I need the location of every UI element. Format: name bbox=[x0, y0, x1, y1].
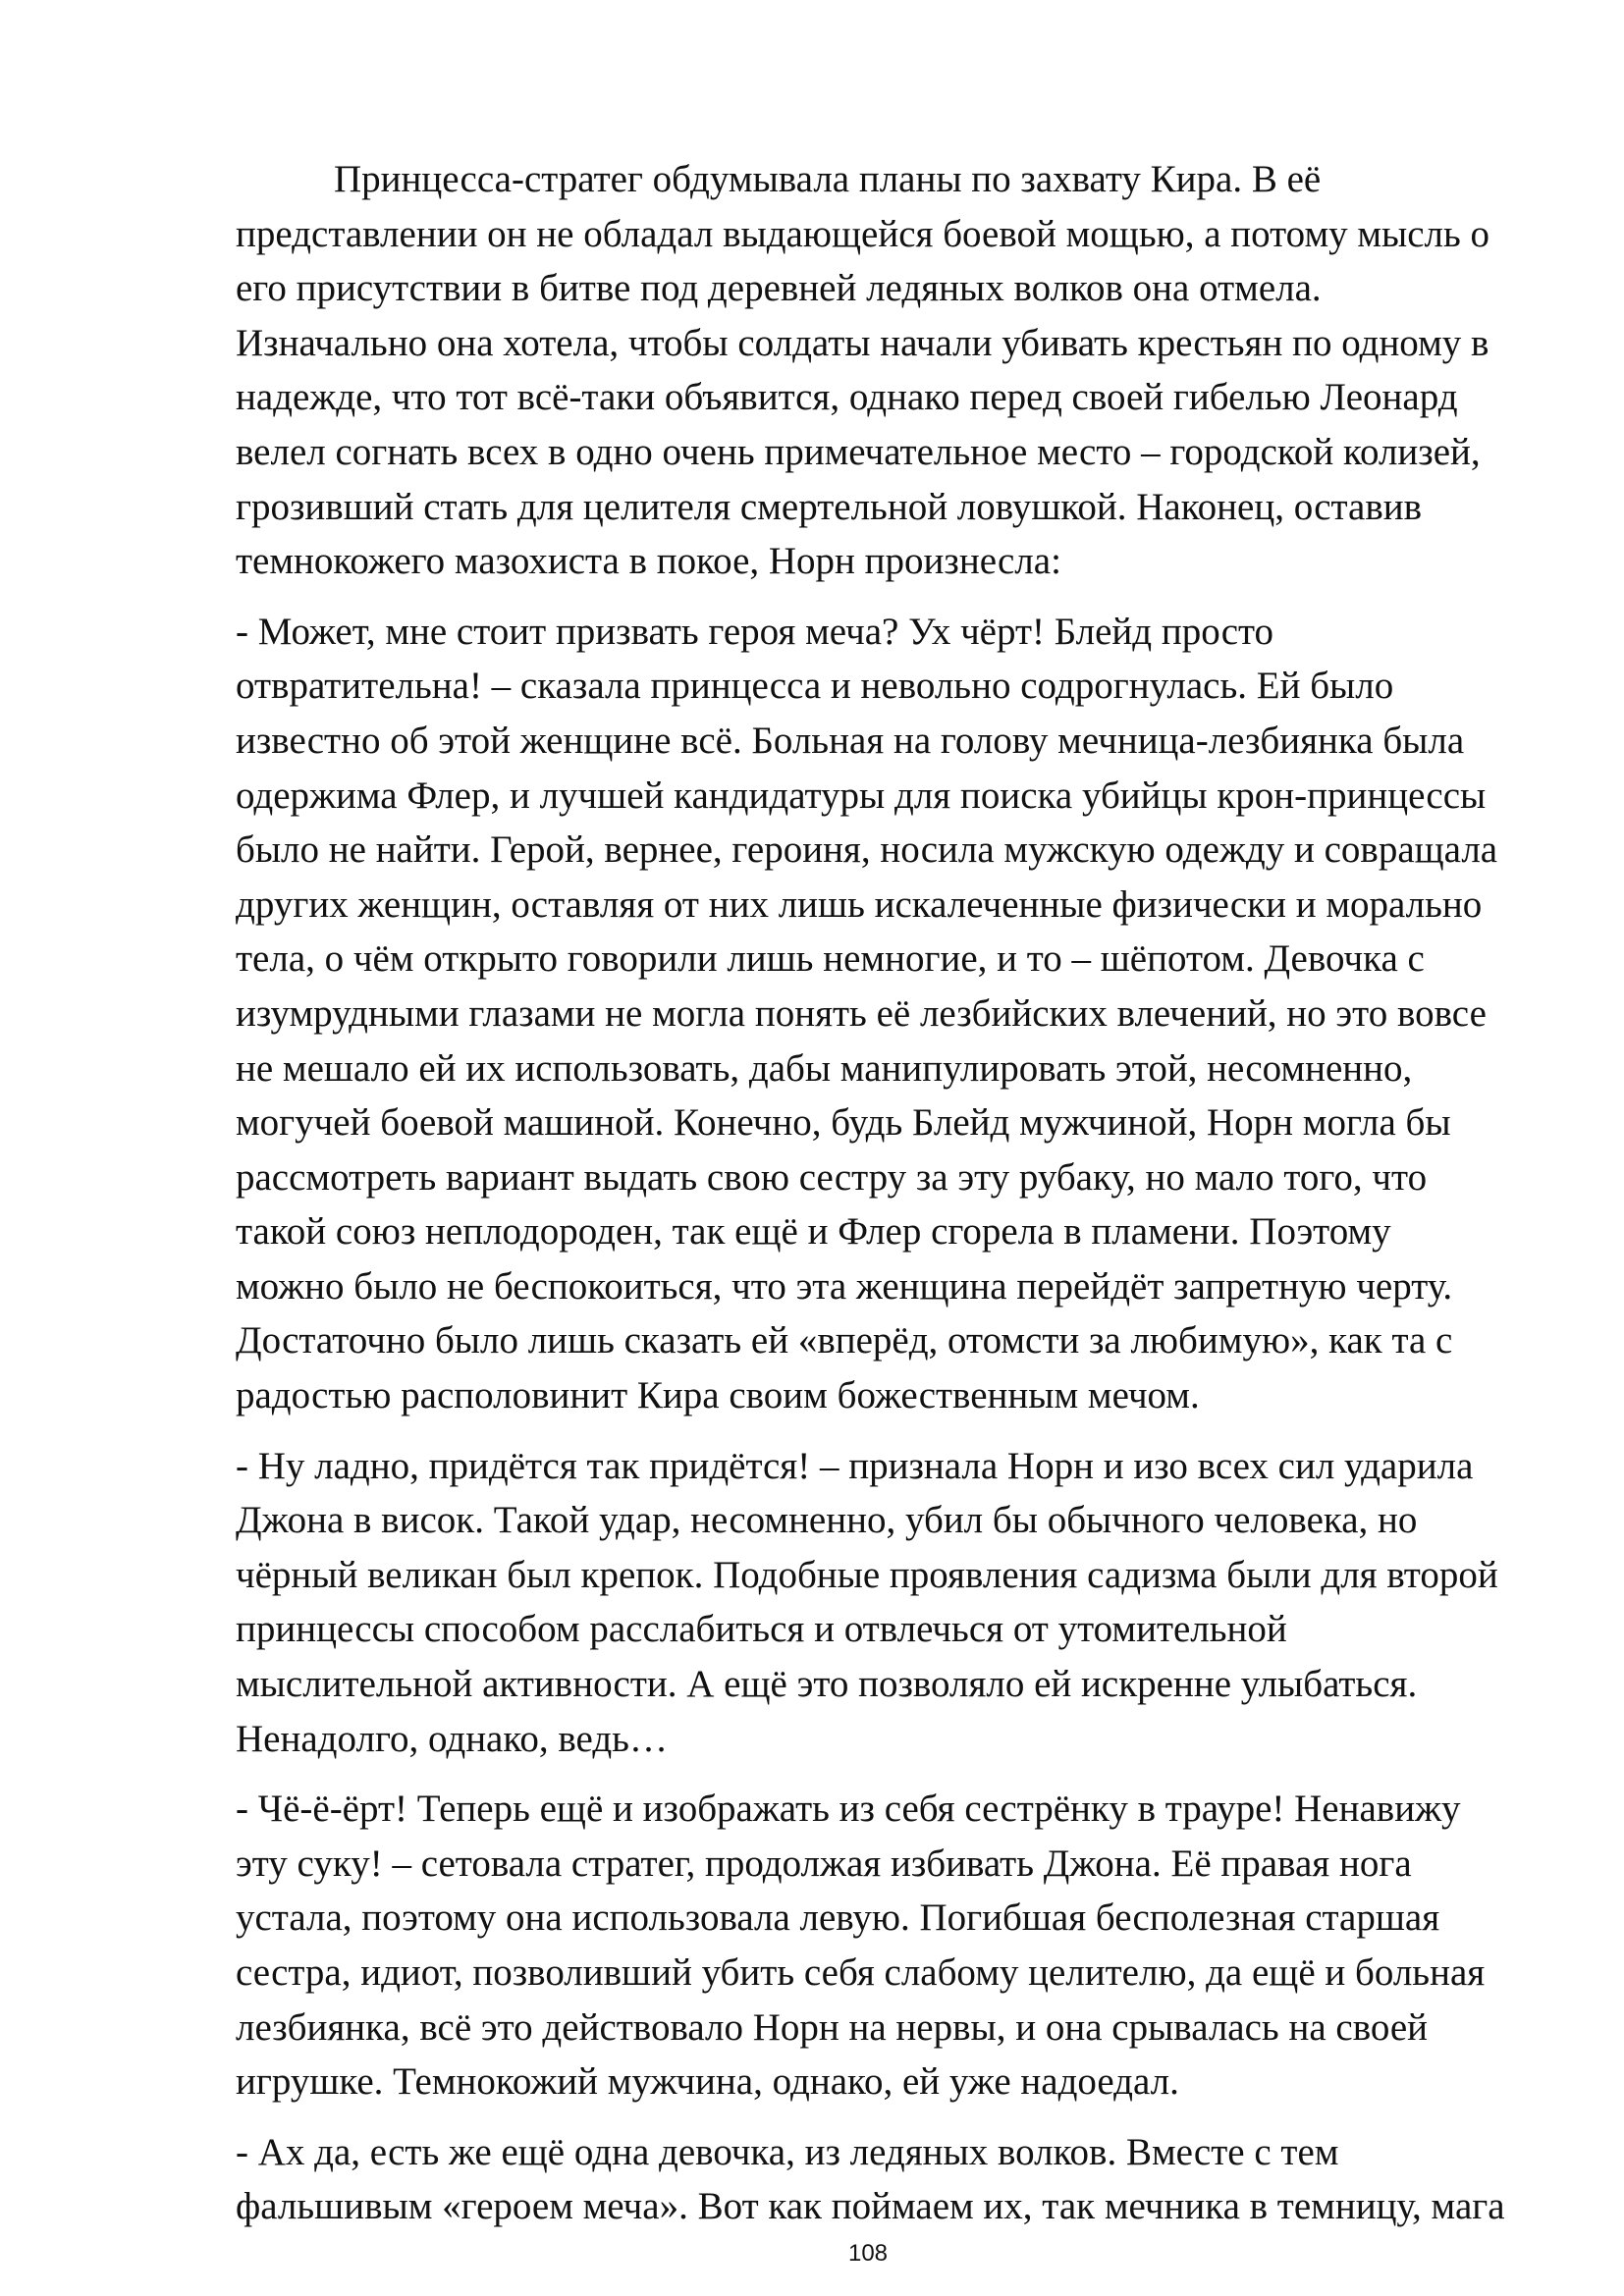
text-line: можно было не беспокоиться, что эта женщина перейдёт запретную черту. bbox=[236, 1264, 1453, 1308]
text-line: игрушке. Темнокожий мужчина, однако, ей уже надоедал. bbox=[236, 2060, 1179, 2104]
text-line: эту суку! – сетовала стратег, продолжая избивать Джона. Её правая нога bbox=[236, 1842, 1412, 1885]
paragraph bbox=[236, 1782, 1532, 2109]
text-line: Ненадолго, однако, ведь… bbox=[236, 1717, 668, 1760]
paragraph bbox=[236, 2125, 1532, 2234]
text-line: изумрудными глазами не могла понять её лезбийских влечений, но это вовсе bbox=[236, 991, 1487, 1035]
text-line: - Ну ладно, придётся так придётся! – признала Норн и изо всех сил ударила bbox=[236, 1444, 1474, 1487]
text-line: устала, поэтому она использовала левую. Погибшая бесполезная старшая bbox=[236, 1896, 1440, 1940]
text-line: сестра, идиот, позволивший убить себя слабому целителю, да ещё и больная bbox=[236, 1951, 1486, 1994]
text-line: - Чё-ё-ёрт! Теперь ещё и изображать из себя сестрёнку в трауре! Ненавижу bbox=[236, 1788, 1461, 1831]
text-line: Достаточно было лишь сказать ей «вперёд, отомсти за любимую», как та с bbox=[236, 1319, 1453, 1362]
text-line: велел согнать всех в одно очень примечательное место – городской колизей, bbox=[236, 430, 1481, 473]
text-line: не мешало ей их использовать, дабы манипулировать этой, несомненно, bbox=[236, 1046, 1413, 1090]
text-line: темнокожего мазохиста в покое, Норн произнесла: bbox=[236, 540, 1061, 583]
text-line: других женщин, оставляя от них лишь искалеченные физически и морально bbox=[236, 882, 1483, 926]
text-line: представлении он не обладал выдающейся боевой мощью, а потому мысль о bbox=[236, 212, 1490, 255]
text-line: надежде, что тот всё-таки объявится, однако перед своей гибелью Леонард bbox=[236, 376, 1458, 419]
document-body bbox=[236, 152, 1532, 2250]
text-line: фальшивым «героем меча». Вот как поймаем их, так мечника в темницу, мага bbox=[236, 2185, 1505, 2228]
text-line: принцессы способом расслабиться и отвлечься от утомительной bbox=[236, 1608, 1287, 1651]
text-line: Джона в висок. Такой удар, несомненно, убил бы обычного человека, но bbox=[236, 1499, 1418, 1542]
text-line: известно об этой женщине всё. Больная на голову мечница-лезбиянка была bbox=[236, 719, 1465, 762]
text-line: - Ах да, есть же ещё одна девочка, из ледяных волков. Вместе с тем bbox=[236, 2130, 1339, 2173]
text-line: Изначально она хотела, чтобы солдаты начали убивать крестьян по одному в bbox=[236, 321, 1489, 364]
text-line: чёрный великан был крепок. Подобные проявления садизма были для второй bbox=[236, 1553, 1498, 1596]
paragraph bbox=[236, 605, 1532, 1423]
text-line: мыслительной активности. А ещё это позволяло ей искренне улыбаться. bbox=[236, 1663, 1418, 1706]
page-number: 108 bbox=[847, 2240, 889, 2267]
text-line: Принцесса-стратег обдумывала планы по захвату Кира. В её bbox=[334, 158, 1322, 200]
paragraph bbox=[236, 1439, 1532, 1767]
text-line: такой союз неплодороден, так ещё и Флер сгорела в пламени. Поэтому bbox=[236, 1210, 1391, 1254]
text-line: одержима Флер, и лучшей кандидатуры для поиска убийцы крон-принцессы bbox=[236, 774, 1487, 817]
text-line: было не найти. Герой, вернее, героиня, носила мужскую одежду и совращала bbox=[236, 828, 1498, 872]
text-line: тела, о чём открыто говорили лишь немногие, и то – шёпотом. Девочка с bbox=[236, 937, 1425, 981]
text-line: рассмотреть вариант выдать свою сестру за эту рубаку, но мало того, что bbox=[236, 1155, 1428, 1199]
paragraph bbox=[236, 152, 1532, 589]
text-line: - Может, мне стоит призвать героя меча? Ух чёрт! Блейд просто bbox=[236, 610, 1274, 653]
text-line: отвратительна! – сказала принцесса и невольно содрогнулась. Ей было bbox=[236, 665, 1394, 708]
text-line: грозивший стать для целителя смертельной ловушкой. Наконец, оставив bbox=[236, 485, 1423, 528]
text-line: могучей боевой машиной. Конечно, будь Блейд мужчиной, Норн могла бы bbox=[236, 1101, 1451, 1145]
text-line: его присутствии в битве под деревней ледяных волков она отмела. bbox=[236, 267, 1322, 310]
text-line: радостью располовинит Кира своим божественным мечом. bbox=[236, 1374, 1200, 1417]
text-line: лезбиянка, всё это действовало Норн на нервы, и она срывалась на своей bbox=[236, 2005, 1429, 2049]
